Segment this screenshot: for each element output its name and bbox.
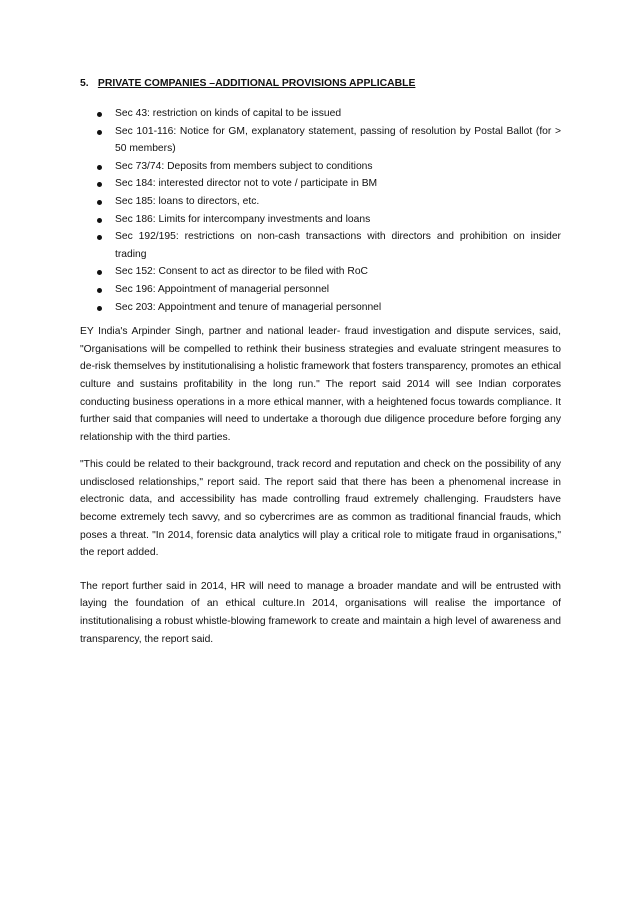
section-title: PRIVATE COMPANIES –ADDITIONAL PROVISIONS APPLICABLE xyxy=(97,78,416,89)
list-item xyxy=(80,228,561,263)
list-item xyxy=(80,123,561,158)
list-item xyxy=(80,263,561,281)
list-item-text: Sec 184: interested director not to vote / participate in BM xyxy=(115,178,378,190)
bullet-icon xyxy=(97,112,102,117)
list-item xyxy=(80,193,561,211)
paragraph-hr-mandate: The report further said in 2014, HR will need to manage a broader mandate and will be entrusted with laying the foundation of an ethical culture.In 2014, organisations will realise the importance of institutionalising a robust whistle-blowing framework to create and maintain a high level of awareness and transparency, the report said. xyxy=(80,580,561,645)
list-item-text: Sec 152: Consent to act as director to be filed with RoC xyxy=(115,266,368,278)
bullet-icon xyxy=(97,182,102,187)
section-number: 5. xyxy=(80,78,89,89)
list-item xyxy=(80,105,561,123)
paragraph-background-check: "This could be related to their background, track record and reputation and check on the possibility of any undisclosed relationships," report said. The report said that there has been a phenomenal increase in electronic data, and accessibility has made controlling fraud extremely challenging. Fraudsters have become extremely tech savvy, and so cybercrimes are as common as traditional financial frauds, which poses a threat. "In 2014, forensic data analytics will play a critical role to mitigate fraud in organisations," the report added. xyxy=(80,459,561,559)
bullet-icon xyxy=(97,165,102,170)
bullet-icon xyxy=(97,218,102,223)
list-item xyxy=(80,158,561,176)
list-item-text: Sec 196: Appointment of managerial personnel xyxy=(115,283,330,295)
list-item xyxy=(80,211,561,229)
paragraph-ey-statement: EY India's Arpinder Singh, partner and national leader- fraud investigation and dispute services, said, "Organisations will be compelled to rethink their business strategies and evaluate stringent measures to de-risk themselves by institutionalising a holistic framework that fosters transparency, promotes an ethical culture and sustains profitability in the long run." The report said 2014 will see Indian corporates conducting business operations in a more ethical manner, with a heightened focus towards compliance. It further said that companies will need to undertake a thorough due diligence procedure before forging any relationship with the third parties. xyxy=(80,326,561,443)
list-item xyxy=(80,281,561,299)
bullet-icon xyxy=(97,288,102,293)
bullet-icon xyxy=(97,130,102,135)
list-item-text: Sec 43: restriction on kinds of capital to be issued xyxy=(115,108,342,119)
list-item xyxy=(80,299,561,317)
provisions-list xyxy=(80,105,561,316)
list-item xyxy=(80,175,561,193)
section-heading xyxy=(80,76,561,92)
bullet-icon xyxy=(97,306,102,311)
list-item-text: Sec 192/195: restrictions on non-cash transactions with directors and prohibition on insider trading xyxy=(115,231,561,260)
document-page xyxy=(80,76,561,658)
list-item-text: Sec 101-116: Notice for GM, explanatory statement, passing of resolution by Postal Ballot (for > 50 members) xyxy=(115,125,561,155)
bullet-icon xyxy=(97,235,102,240)
bullet-icon xyxy=(97,270,102,275)
list-item-text: Sec 203: Appointment and tenure of managerial personnel xyxy=(115,301,382,313)
list-item-text: Sec 73/74: Deposits from members subject to conditions xyxy=(115,160,373,172)
list-item-text: Sec 186: Limits for intercompany investments and loans xyxy=(115,213,371,225)
bullet-icon xyxy=(97,200,102,205)
list-item-text: Sec 185: loans to directors, etc. xyxy=(115,195,260,207)
